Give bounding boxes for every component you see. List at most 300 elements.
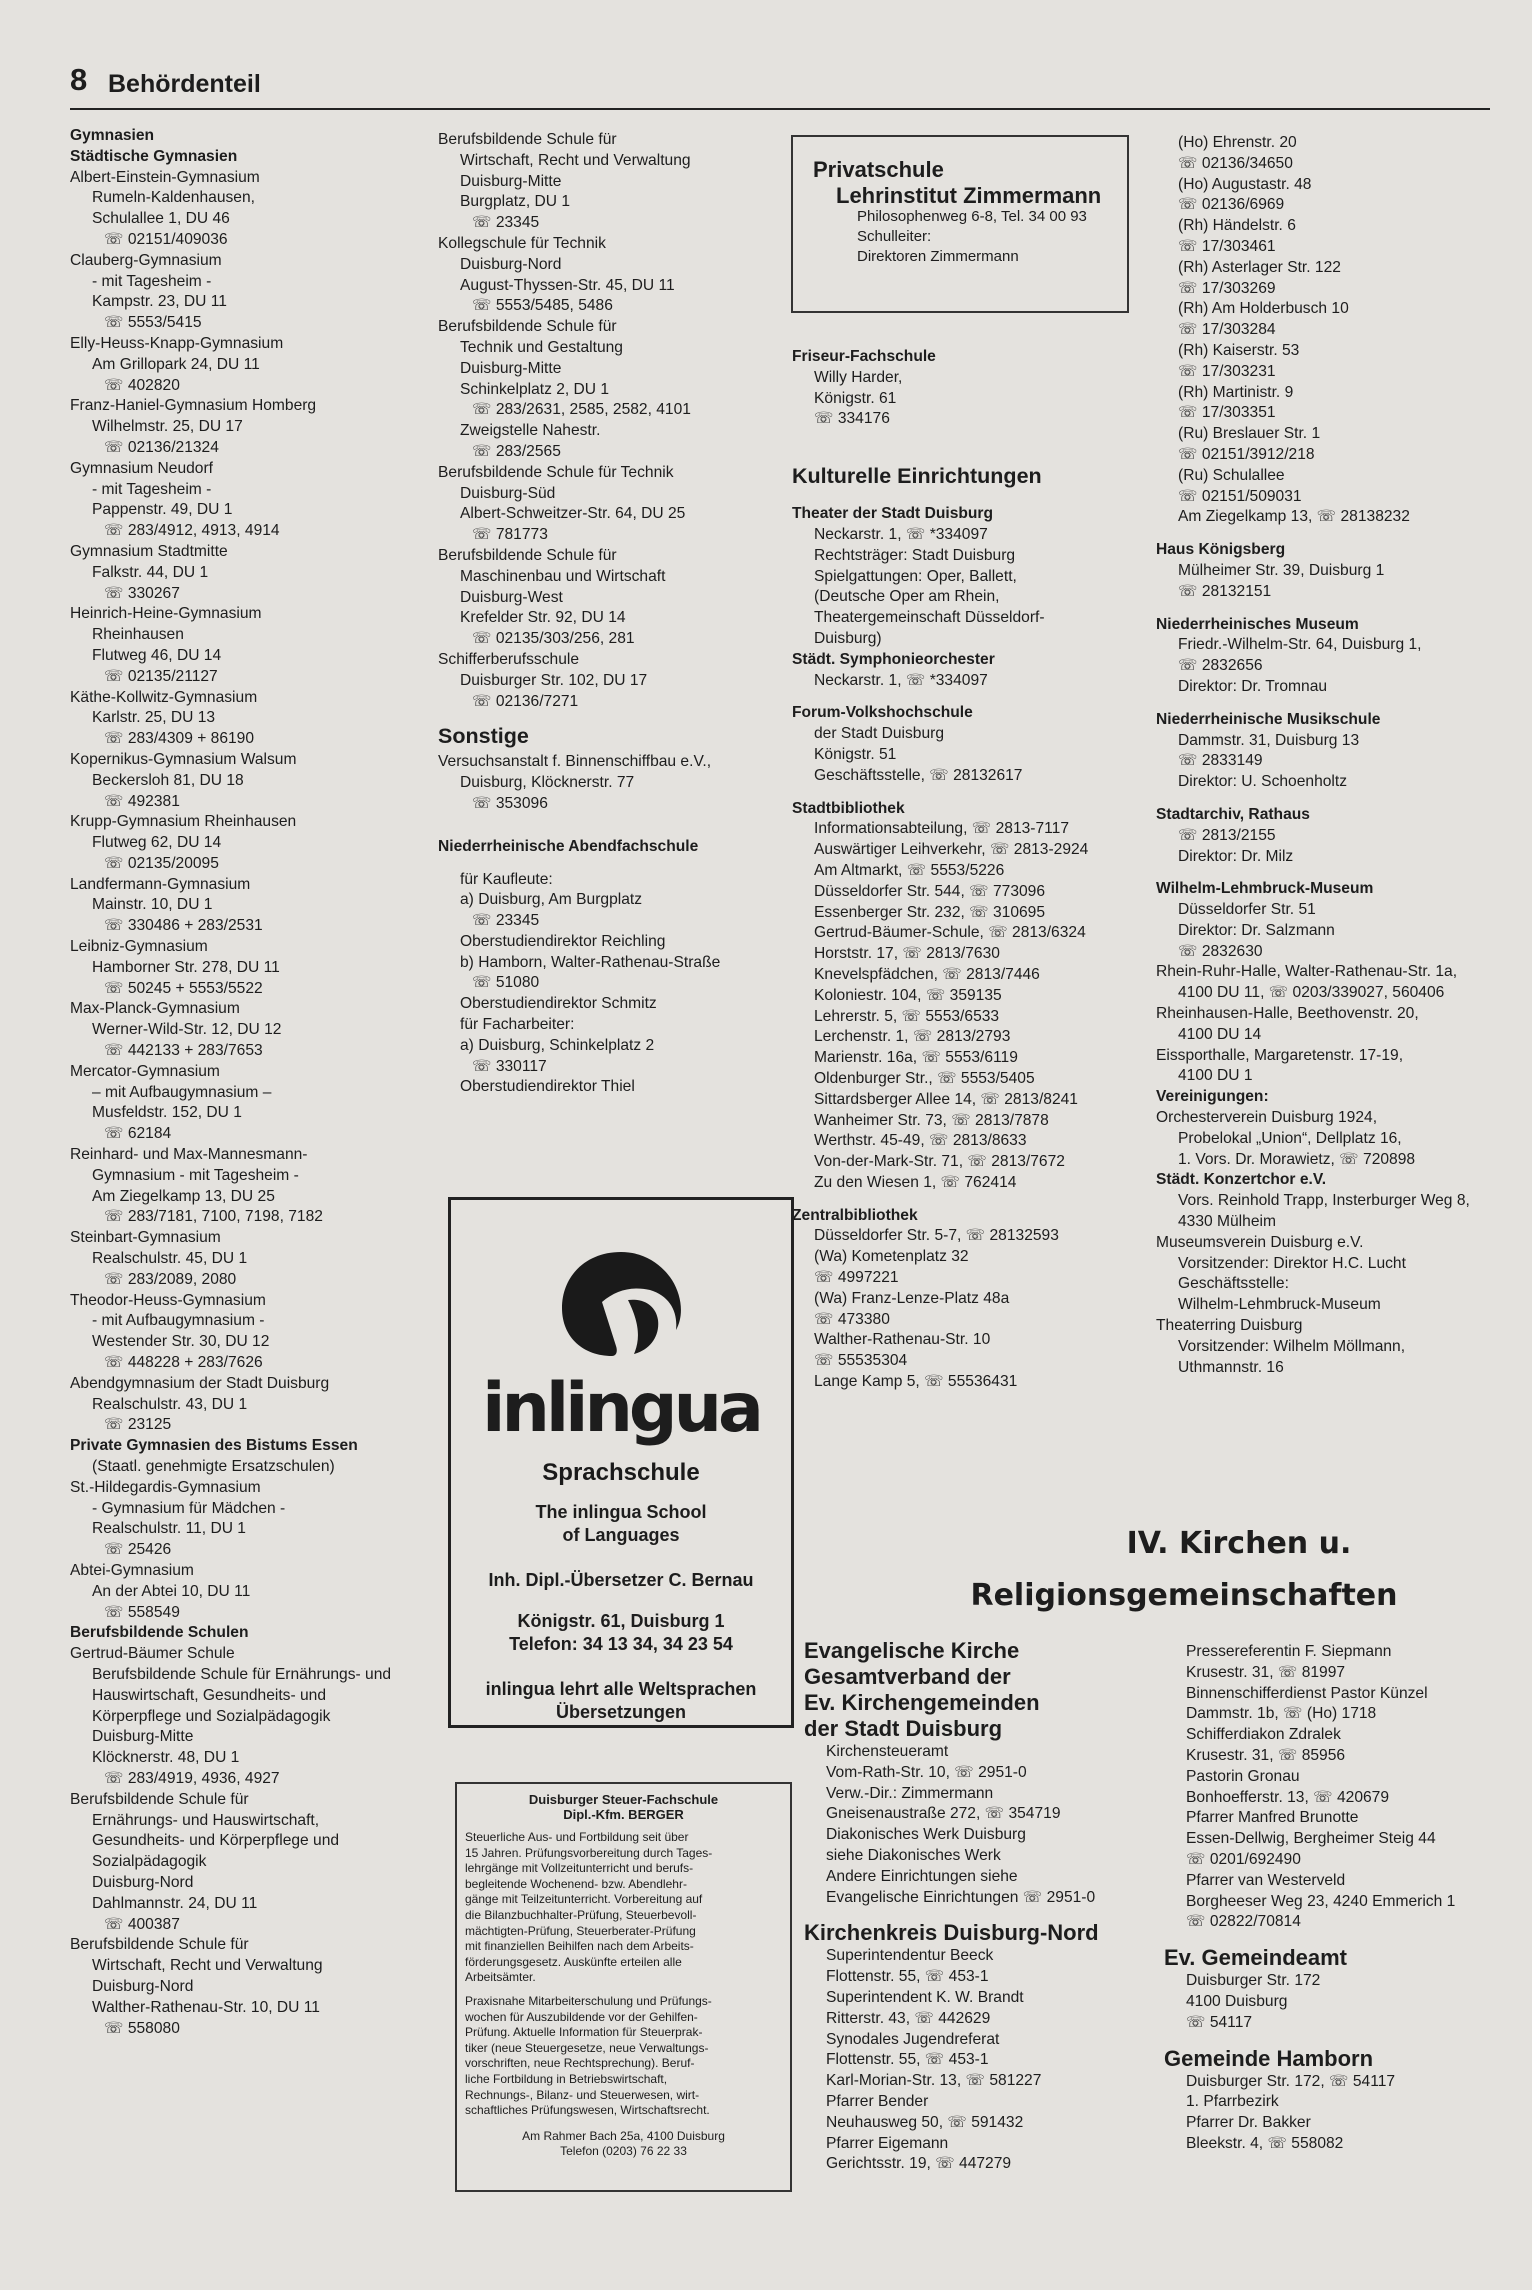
steuer-paragraph-2 [457,1994,790,2119]
entry-heading: Wilhelm-Lehmbruck-Museum [1156,880,1374,898]
entry-line: Gerichtsstr. 19, ☏ 447279 [826,2155,1012,2173]
entry-line: ☏ 558080 [104,2019,180,2037]
entry-line [1156,528,1516,540]
entry-line: ☏ 02135/303/256, 281 [472,630,635,648]
steuer-text-line: vorschriften, neue Rechtsprechung). Beruf- [465,2056,695,2071]
entry-line: Wirtschaft, Recht und Verwaltung [92,1957,323,1975]
entry-heading: der Stadt Duisburg [804,1716,1003,1741]
entry-line: ☏ 02136/34650 [1178,154,1293,172]
entry-line: Zu den Wiesen 1, ☏ 762414 [814,1173,1017,1191]
entry-line: ☏ 28132151 [1178,582,1272,600]
entry-line: ☏ 02136/6969 [1178,196,1285,214]
entry-line: Berufsbildende Schule für Technik [438,463,674,481]
entry-line: ☏ 448228 + 283/7626 [104,1354,263,1372]
entry-line: Duisburg-Süd [460,484,556,502]
entry-heading: Ev. Kirchengemeinden [804,1690,1040,1715]
entry-line: Albert-Einstein-Gymnasium [70,168,260,186]
entry-line: ☏ 02151/509031 [1178,487,1302,505]
entry-line: - Gymnasium für Mädchen - [92,1499,286,1517]
entry-line: (Staatl. genehmigte Ersatzschulen) [92,1458,335,1475]
entry-line: ☏ 2832656 [1178,657,1263,675]
entry-line: 4100 Duisburg [1186,1992,1288,2010]
entry-line: Direktor: Dr. Salzmann [1178,921,1335,939]
steuer-text-line: Steuerliche Aus- und Fortbildung seit über [465,1830,689,1844]
entry-line: Maschinenbau und Wirtschaft [460,567,666,585]
entry-line: Sittardsberger Allee 14, ☏ 2813/8241 [814,1090,1078,1108]
entry-line: Clauberg-Gymnasium [70,251,222,269]
entry-line: An der Abtei 10, DU 11 [92,1582,251,1600]
entry-line: Wanheimer Str. 73, ☏ 2813/7878 [814,1111,1049,1129]
entry-heading: Ev. Gemeindeamt [1164,1945,1347,1971]
entry-line: Lehrerstr. 5, ☏ 5553/6533 [814,1007,1000,1025]
entry-line: - mit Aufbaugymnasium - [92,1312,265,1330]
page-number: 8 [70,62,88,97]
page-header [70,62,1490,110]
entry-heading: Forum-Volkshochschule [792,704,973,722]
entry-line: ☏ 2832630 [1178,942,1263,960]
entry-line: Rechtsträger: Stadt Duisburg [814,546,1016,564]
entry-line: Schifferdiakon Zdralek [1186,1726,1341,1744]
entry-line: ☏ 330267 [104,584,180,602]
inlingua-subtitle: Sprachschule [542,1459,700,1486]
entry-line: Werner-Wild-Str. 12, DU 12 [92,1021,282,1039]
entry-line: Flutweg 46, DU 14 [92,646,222,664]
entry-line [1164,1933,1514,1945]
entry-line [438,815,783,837]
entry-line: Flottenstr. 55, ☏ 453-1 [826,1968,989,1986]
entry-line [792,1194,1137,1206]
privatschule-box [791,135,1129,313]
inlingua-owner: Inh. Dipl.-Übersetzer C. Bernau [488,1570,754,1590]
privatschule-details: Philosophenweg 6-8, Tel. 34 00 93 Schulleiter: Direktoren Zimmermann [857,208,1087,265]
steuer-text-line: lehrgänge mit Vollzeitunterricht und berufs- [465,1861,694,1876]
entry-line: Oberstudiendirektor Reichling [460,932,666,950]
entry-line: – mit Aufbaugymnasium – [92,1083,272,1101]
entry-line: Versuchsanstalt f. Binnenschiffbau e.V., [438,753,712,771]
steuer-text-line: Prüfung. Aktuelle Information für Steuerprak- [465,2025,703,2040]
steuer-text-line: Rechnungs-, Bilanz- und Steuerwesen, wirt- [465,2087,700,2102]
entry-line: Duisburg, Klöcknerstr. 77 [460,774,635,792]
entry-line: Duisburger Str. 172 [1186,1972,1321,1990]
entry-line: Am Altmarkt, ☏ 5553/5226 [814,861,1005,879]
entry-line: 4100 DU 1 [1178,1067,1253,1085]
entry-line: Berufsbildende Schule für [438,318,617,336]
entry-line: Abendgymnasium der Stadt Duisburg [70,1374,330,1392]
entry-line: der Stadt Duisburg [814,725,945,743]
entry-line: Käthe-Kollwitz-Gymnasium [70,688,258,706]
section-heading: IV. Kirchen u. Religionsgemeinschaften [970,1526,1398,1613]
entry-line: Duisburg-West [460,588,563,606]
entry-line: Friedr.-Wilhelm-Str. 64, Duisburg 1, [1178,636,1422,654]
entry-line: Karl-Morian-Str. 13, ☏ 581227 [826,2072,1042,2090]
entry-heading: Gymnasien [70,127,155,144]
inlingua-slogan: inlingua lehrt alle Weltsprachen Übersetzungen [485,1679,757,1722]
entry-line: Duisburg) [814,629,882,647]
entry-line: ☏ 283/2089, 2080 [104,1270,237,1288]
entry-line: Realschulstr. 45, DU 1 [92,1250,248,1268]
entry-line: Neckarstr. 1, ☏ *334097 [814,525,988,543]
entry-line [1164,2034,1514,2046]
entry-line: Königstr. 61 [814,389,897,407]
entry-line: (Ru) Schulallee [1178,466,1285,484]
entry-line: Pfarrer Eigemann [826,2134,949,2152]
entry-line: ☏ 02136/21324 [104,438,219,456]
entry-line: Steinbart-Gymnasium [70,1229,221,1247]
steuer-text-line: tiker (neue Steuergesetze, neue Verwaltungs- [465,2040,709,2055]
entry-line: für Facharbeiter: [460,1016,575,1034]
entry-line: ☏ 55535304 [814,1352,908,1370]
entry-line: Superintendent K. W. Brandt [826,1988,1024,2006]
entry-heading: Städtische Gymnasien [70,147,238,165]
entry-line: (Deutsche Oper am Rhein, [814,588,1000,606]
entry-line: Rhein-Ruhr-Halle, Walter-Rathenau-Str. 1a, [1156,963,1458,981]
entry-line: Kopernikus-Gymnasium Walsum [70,750,297,768]
entry-line: Berufsbildende Schule für [438,131,617,148]
entry-line: Realschulstr. 11, DU 1 [92,1520,246,1538]
inlingua-brand: inlingua [482,1369,760,1448]
entry-line: Ritterstr. 43, ☏ 442629 [826,2009,991,2027]
entry-line: Karlstr. 25, DU 13 [92,709,216,727]
entry-line: Direktor: Dr. Milz [1178,847,1294,865]
inlingua-logo-icon [558,1246,684,1360]
entry-line: Vom-Rath-Str. 10, ☏ 2951-0 [826,1763,1027,1781]
entry-line: Informationsabteilung, ☏ 2813-7117 [814,820,1070,838]
inlingua-school-name: The inlingua School of Languages [535,1502,707,1545]
entry-line: Berufsbildende Schule für [70,1790,249,1808]
entry-line: ☏ 492381 [104,792,180,810]
entry-line: Duisburger Str. 172, ☏ 54117 [1186,2072,1396,2090]
entry-line: Hamborner Str. 278, DU 11 [92,958,280,976]
entry-line: 1. Pfarrbezirk [1186,2093,1279,2111]
entry-line: ☏ 2813/2155 [1178,826,1276,844]
entry-heading: Evangelische Kirche [804,1638,1020,1663]
entry-line: Spielgattungen: Oper, Ballett, [814,567,1017,585]
steuer-fachschule-advertisement [455,1782,792,2192]
entry-line: Zweigstelle Nahestr. [460,422,601,440]
entry-line: Dammstr. 31, Duisburg 13 [1178,731,1360,749]
entry-line: Vors. Reinhold Trapp, Insterburger Weg 8, [1178,1192,1470,1210]
entry-line: Realschulstr. 43, DU 1 [92,1395,248,1413]
entry-line: ☏ 02151/409036 [104,230,228,248]
entry-line [1156,603,1516,615]
entry-line: Königstr. 51 [814,745,897,763]
entry-line [804,1908,1154,1920]
entry-line: Evangelische Einrichtungen ☏ 2951-0 [826,1888,1096,1906]
entry-heading: Haus Königsberg [1156,541,1286,559]
entry-line: Heinrich-Heine-Gymnasium [70,605,262,623]
entry-line: Knevelspfädchen, ☏ 2813/7446 [814,965,1040,983]
entry-line: Flottenstr. 55, ☏ 453-1 [826,2051,989,2069]
column-4 [1156,133,1516,1378]
entry-line: Beckersloh 81, DU 18 [92,771,244,789]
entry-heading: Theater der Stadt Duisburg [792,505,994,523]
entry-line: Pastorin Gronau [1186,1767,1300,1785]
steuer-paragraph-1 [457,1830,790,1986]
entry-line: Vorsitzender: Direktor H.C. Lucht [1178,1254,1406,1272]
entry-line: Wirtschaft, Recht und Verwaltung [460,151,691,169]
entry-line: Synodales Jugendreferat [826,2030,1000,2048]
entry-line: ☏ 283/4309 + 86190 [104,730,255,748]
steuer-text-line: gänge mit Teilzeitunterricht. Vorbereitung auf [465,1892,703,1907]
entry-line: Von-der-Mark-Str. 71, ☏ 2813/7672 [814,1153,1065,1171]
entry-line: ☏ 4997221 [814,1269,899,1287]
entry-line: ☏ 473380 [814,1310,890,1328]
entry-line: ☏ 17/303269 [1178,279,1276,297]
entry-line: ☏ 5553/5415 [104,314,202,332]
entry-line: Museumsverein Duisburg e.V. [1156,1233,1364,1251]
entry-heading: Gesamtverband der [804,1664,1011,1689]
entry-line: Lerchenstr. 1, ☏ 2813/2793 [814,1028,1011,1046]
entry-line: Elly-Heuss-Knapp-Gymnasium [70,334,284,352]
entry-line: Oberstudiendirektor Schmitz [460,995,657,1013]
entry-line: Neckarstr. 1, ☏ *334097 [814,671,988,689]
privatschule-title: Privatschule Lehrinstitut Zimmermann [813,157,1102,208]
entry-line: (Ho) Ehrenstr. 20 [1178,134,1297,151]
entry-line: Eissporthalle, Margaretenstr. 17-19, [1156,1046,1404,1064]
entry-line: Berufsbildende Schule für [438,546,617,564]
entry-line: Diakonisches Werk Duisburg [826,1826,1026,1844]
entry-line [792,787,1137,799]
entry-heading: Städt. Symphonieorchester [792,650,995,668]
entry-line: Walther-Rathenau-Str. 10 [814,1331,991,1349]
entry-line: Mainstr. 10, DU 1 [92,896,213,914]
entry-line: Pressereferentin F. Siepmann [1186,1643,1392,1660]
column-2 [438,130,783,1098]
entry-line: Gymnasium Stadtmitte [70,542,228,560]
entry-line: ☏ 330117 [472,1057,547,1075]
entry-line: ☏ 283/4919, 4936, 4927 [104,1769,280,1787]
entry-line: (Rh) Martinistr. 9 [1178,383,1294,401]
entry-line: (Wa) Kometenplatz 32 [814,1248,969,1266]
entry-line: Pfarrer Dr. Bakker [1186,2114,1311,2132]
steuer-text-line: wochen für Auszubildende vor der Gehilfen- [465,2009,698,2024]
entry-line: Geschäftsstelle: [1178,1275,1289,1293]
entry-heading: Stadtbibliothek [792,799,905,817]
entry-line: Wilhelmstr. 25, DU 17 [92,418,243,436]
entry-line: a) Duisburg, Am Burgplatz [460,891,643,909]
entry-heading: Niederrheinische Musikschule [1156,710,1381,728]
entry-line: Duisburg-Mitte [92,1728,194,1746]
entry-line: ☏ 781773 [472,526,548,544]
entry-line: Duisburger Str. 102, DU 17 [460,671,648,689]
entry-heading: Niederrheinisches Museum [1156,615,1359,633]
entry-line: Neuhausweg 50, ☏ 591432 [826,2113,1024,2131]
entry-line: Abtei-Gymnasium [70,1561,194,1579]
entry-line: Walther-Rathenau-Str. 10, DU 11 [92,1998,320,2016]
entry-line: Essenberger Str. 232, ☏ 310695 [814,903,1046,921]
entry-line: ☏ 283/2565 [472,442,561,460]
entry-line: Duisburg-Nord [92,1873,194,1891]
entry-line: Uthmannstr. 16 [1178,1358,1284,1376]
entry-line: 4100 DU 11, ☏ 0203/339027, 560406 [1178,984,1445,1002]
entry-line: ☏ 283/7181, 7100, 7198, 7182 [104,1208,323,1226]
entry-line: Willy Harder, [814,368,903,386]
entry-line: ☏ 62184 [104,1125,172,1143]
entry-heading: Städt. Konzertchor e.V. [1156,1171,1327,1189]
entry-line: ☏ 17/303284 [1178,321,1276,339]
entry-line: 4100 DU 14 [1178,1025,1262,1043]
steuer-text-line: begleitende Wochenend- bzw. Abendlehr- [465,1876,687,1891]
steuer-text-line: mit finanziellen Beihilfen nach dem Arbeits- [465,1939,694,1954]
entry-heading: Zentralbibliothek [792,1206,918,1224]
entry-line: - mit Tagesheim - [92,272,212,290]
entry-line: ☏ 17/303351 [1178,404,1276,422]
entry-heading: Friseur-Fachschule [792,348,936,365]
entry-heading: Berufsbildende Schulen [70,1624,249,1642]
entry-line: Schifferberufsschule [438,650,579,668]
column-6 [1164,1642,1514,2155]
entry-line: Gesundheits- und Körperpflege und [92,1832,340,1850]
column-5 [804,1638,1154,2175]
entry-line: Mülheimer Str. 39, Duisburg 1 [1178,561,1385,579]
entry-line: Duisburg-Mitte [460,359,562,377]
entry-line: ☏ 02135/20095 [104,854,219,872]
steuer-text-line: 15 Jahren. Prüfungsvorbereitung durch Tages- [465,1845,713,1860]
entry-line: St.-Hildegardis-Gymnasium [70,1478,261,1496]
entry-line: Gymnasium - mit Tagesheim - [92,1166,299,1184]
entry-line: Superintendentur Beeck [826,1947,994,1965]
entry-line: Kirchensteueramt [826,1743,949,1760]
entry-line: Hauswirtschaft, Gesundheits- und [92,1686,327,1704]
entry-line: ☏ 0201/692490 [1186,1850,1301,1868]
entry-line: ☏ 558549 [104,1603,180,1621]
entry-line: ☏ 23345 [472,912,540,930]
entry-heading: Sonstige [438,724,529,749]
entry-line: Pappenstr. 49, DU 1 [92,501,233,519]
entry-line: Krusestr. 31, ☏ 85956 [1186,1746,1346,1764]
entry-line: Westender Str. 30, DU 12 [92,1333,270,1351]
entry-line: b) Hamborn, Walter-Rathenau-Straße [460,953,721,971]
entry-line: (Rh) Asterlager Str. 122 [1178,258,1341,276]
entry-line: ☏ 353096 [472,794,548,812]
entry-line: (Wa) Franz-Lenze-Platz 48a [814,1289,1010,1307]
inlingua-advertisement [448,1197,794,1728]
entry-line: ☏ 283/2631, 2585, 2582, 4101 [472,401,691,419]
entry-line: Pfarrer Manfred Brunotte [1186,1809,1359,1827]
entry-line: Bonhoefferstr. 13, ☏ 420679 [1186,1788,1390,1806]
entry-line: Borgheeser Weg 23, 4240 Emmerich 1 [1186,1892,1456,1910]
entry-line [1156,698,1516,710]
entry-line: ☏ 50245 + 5553/5522 [104,979,263,997]
steuer-title: Duisburger Steuer-Fachschule Dipl.-Kfm. BERGER [528,1792,719,1822]
entry-line [1156,867,1516,879]
entry-line: Wilhelm-Lehmbruck-Museum [1178,1296,1381,1314]
entry-line: Duisburg-Mitte [460,172,562,190]
entry-line: Klöcknerstr. 48, DU 1 [92,1749,240,1767]
entry-line: ☏ 02822/70814 [1186,1913,1301,1931]
entry-line: Direktor: U. Schoenholtz [1178,773,1348,791]
entry-line: (Rh) Händelstr. 6 [1178,217,1296,235]
entry-line: ☏ 402820 [104,376,180,394]
entry-heading: Stadtarchiv, Rathaus [1156,805,1310,823]
entry-line: Franz-Haniel-Gymnasium Homberg [70,397,317,415]
page-title: Behördenteil [108,70,261,98]
entry-line: Marienstr. 16a, ☏ 5553/6119 [814,1049,1018,1067]
entry-line: Andere Einrichtungen siehe [826,1867,1018,1885]
entry-line: Geschäftsstelle, ☏ 28132617 [814,766,1023,784]
entry-line: Krefelder Str. 92, DU 14 [460,609,626,627]
entry-line: ☏ 334176 [814,410,890,428]
entry-line: Auswärtiger Leihverkehr, ☏ 2813-2924 [814,841,1089,859]
entry-line: August-Thyssen-Str. 45, DU 11 [460,276,675,294]
entry-line [792,430,1137,452]
entry-line: Leibniz-Gymnasium [70,938,208,956]
entry-line: Duisburg-Nord [92,1977,194,1995]
entry-heading: Kirchenkreis Duisburg-Nord [804,1920,1099,1946]
steuer-text-line: schaftliches Prüfungswesen, Wirtschaftsrecht. [465,2103,710,2118]
entry-line: Am Ziegelkamp 13, ☏ 28138232 [1178,508,1410,526]
entry-line: Gertrud-Bäumer Schule [70,1645,235,1663]
entry-heading: Kulturelle Einrichtungen [792,464,1042,489]
entry-line: Albert-Schweitzer-Str. 64, DU 25 [460,505,686,523]
entry-line: Binnenschifferdienst Pastor Künzel [1186,1684,1428,1702]
entry-heading: Niederrheinische Abendfachschule [438,837,699,855]
steuer-text-line: Arbeitsämter. [465,1970,536,1985]
entry-line: Dahlmannstr. 24, DU 11 [92,1894,258,1912]
entry-line [792,492,1137,504]
entry-line: (Rh) Am Holderbusch 10 [1178,300,1349,318]
entry-line [1156,793,1516,805]
steuer-text-line: förderungsgesetz. Auskünfte erteilen alle [465,1954,682,1969]
entry-line: Probelokal „Union“, Dellplatz 16, [1178,1129,1402,1147]
column-3 [792,347,1137,1393]
entry-line: ☏ 17/303231 [1178,362,1276,380]
entry-line: Am Ziegelkamp 13, DU 25 [92,1187,275,1205]
entry-line: a) Duisburg, Schinkelplatz 2 [460,1036,655,1054]
entry-line: Orchesterverein Duisburg 1924, [1156,1109,1378,1127]
entry-line: Ernährungs- und Hauswirtschaft, [92,1811,320,1829]
entry-line: ☏ 330486 + 283/2531 [104,917,263,935]
entry-line: Reinhard- und Max-Mannesmann- [70,1146,308,1164]
entry-line: Theaterring Duisburg [1156,1317,1303,1335]
entry-line: ☏ 2833149 [1178,752,1263,770]
entry-line: Theodor-Heuss-Gymnasium [70,1291,266,1309]
entry-line: Düsseldorfer Str. 51 [1178,901,1316,919]
entry-line: Rheinhausen-Halle, Beethovenstr. 20, [1156,1005,1419,1023]
entry-line: ☏ 5553/5485, 5486 [472,297,613,315]
entry-line: Sozialpädagogik [92,1853,207,1871]
entry-line: Krusestr. 31, ☏ 81997 [1186,1663,1346,1681]
entry-line: Gymnasium Neudorf [70,459,213,477]
entry-line: Düsseldorfer Str. 5-7, ☏ 28132593 [814,1227,1059,1245]
entry-line: Essen-Dellwig, Bergheimer Steig 44 [1186,1830,1436,1848]
entry-line: Lange Kamp 5, ☏ 55536431 [814,1373,1018,1391]
entry-line: Berufsbildende Schule für [70,1936,249,1954]
entry-line [792,691,1137,703]
entry-line: Berufsbildende Schule für Ernährungs- und [92,1665,392,1683]
entry-line: - mit Tagesheim - [92,480,212,498]
steuer-text-line: mächtigten-Prüfung, Steuerberater-Prüfung [465,1923,696,1938]
steuer-text-line: Praxisnahe Mitarbeiterschulung und Prüfungs- [465,1993,712,2008]
entry-line: Gneisenaustraße 272, ☏ 354719 [826,1805,1061,1823]
entry-line: Gertrud-Bäumer-Schule, ☏ 2813/6324 [814,924,1086,942]
entry-line: Verw.-Dir.: Zimmermann [826,1784,994,1802]
entry-line: ☏ 23125 [104,1416,172,1434]
entry-line: Technik und Gestaltung [460,338,623,356]
entry-line: Rumeln-Kaldenhausen, [92,189,255,207]
entry-line: Oldenburger Str., ☏ 5553/5405 [814,1069,1035,1087]
entry-line: für Kaufleute: [460,870,553,888]
entry-line: Körperpflege und Sozialpädagogik [92,1707,331,1725]
entry-line: Direktor: Dr. Tromnau [1178,677,1328,695]
entry-line: ☏ 02151/3912/218 [1178,445,1315,463]
entry-line: Pfarrer Bender [826,2092,929,2110]
entry-line: (Rh) Kaiserstr. 53 [1178,341,1300,359]
steuer-text-line: die Bilanzbuchhalter-Prüfung, Steuerbevoll- [465,1907,697,1922]
entry-line: Bleekstr. 4, ☏ 558082 [1186,2134,1344,2152]
entry-line: 4330 Mülheim [1178,1213,1276,1231]
entry-line [438,858,783,870]
